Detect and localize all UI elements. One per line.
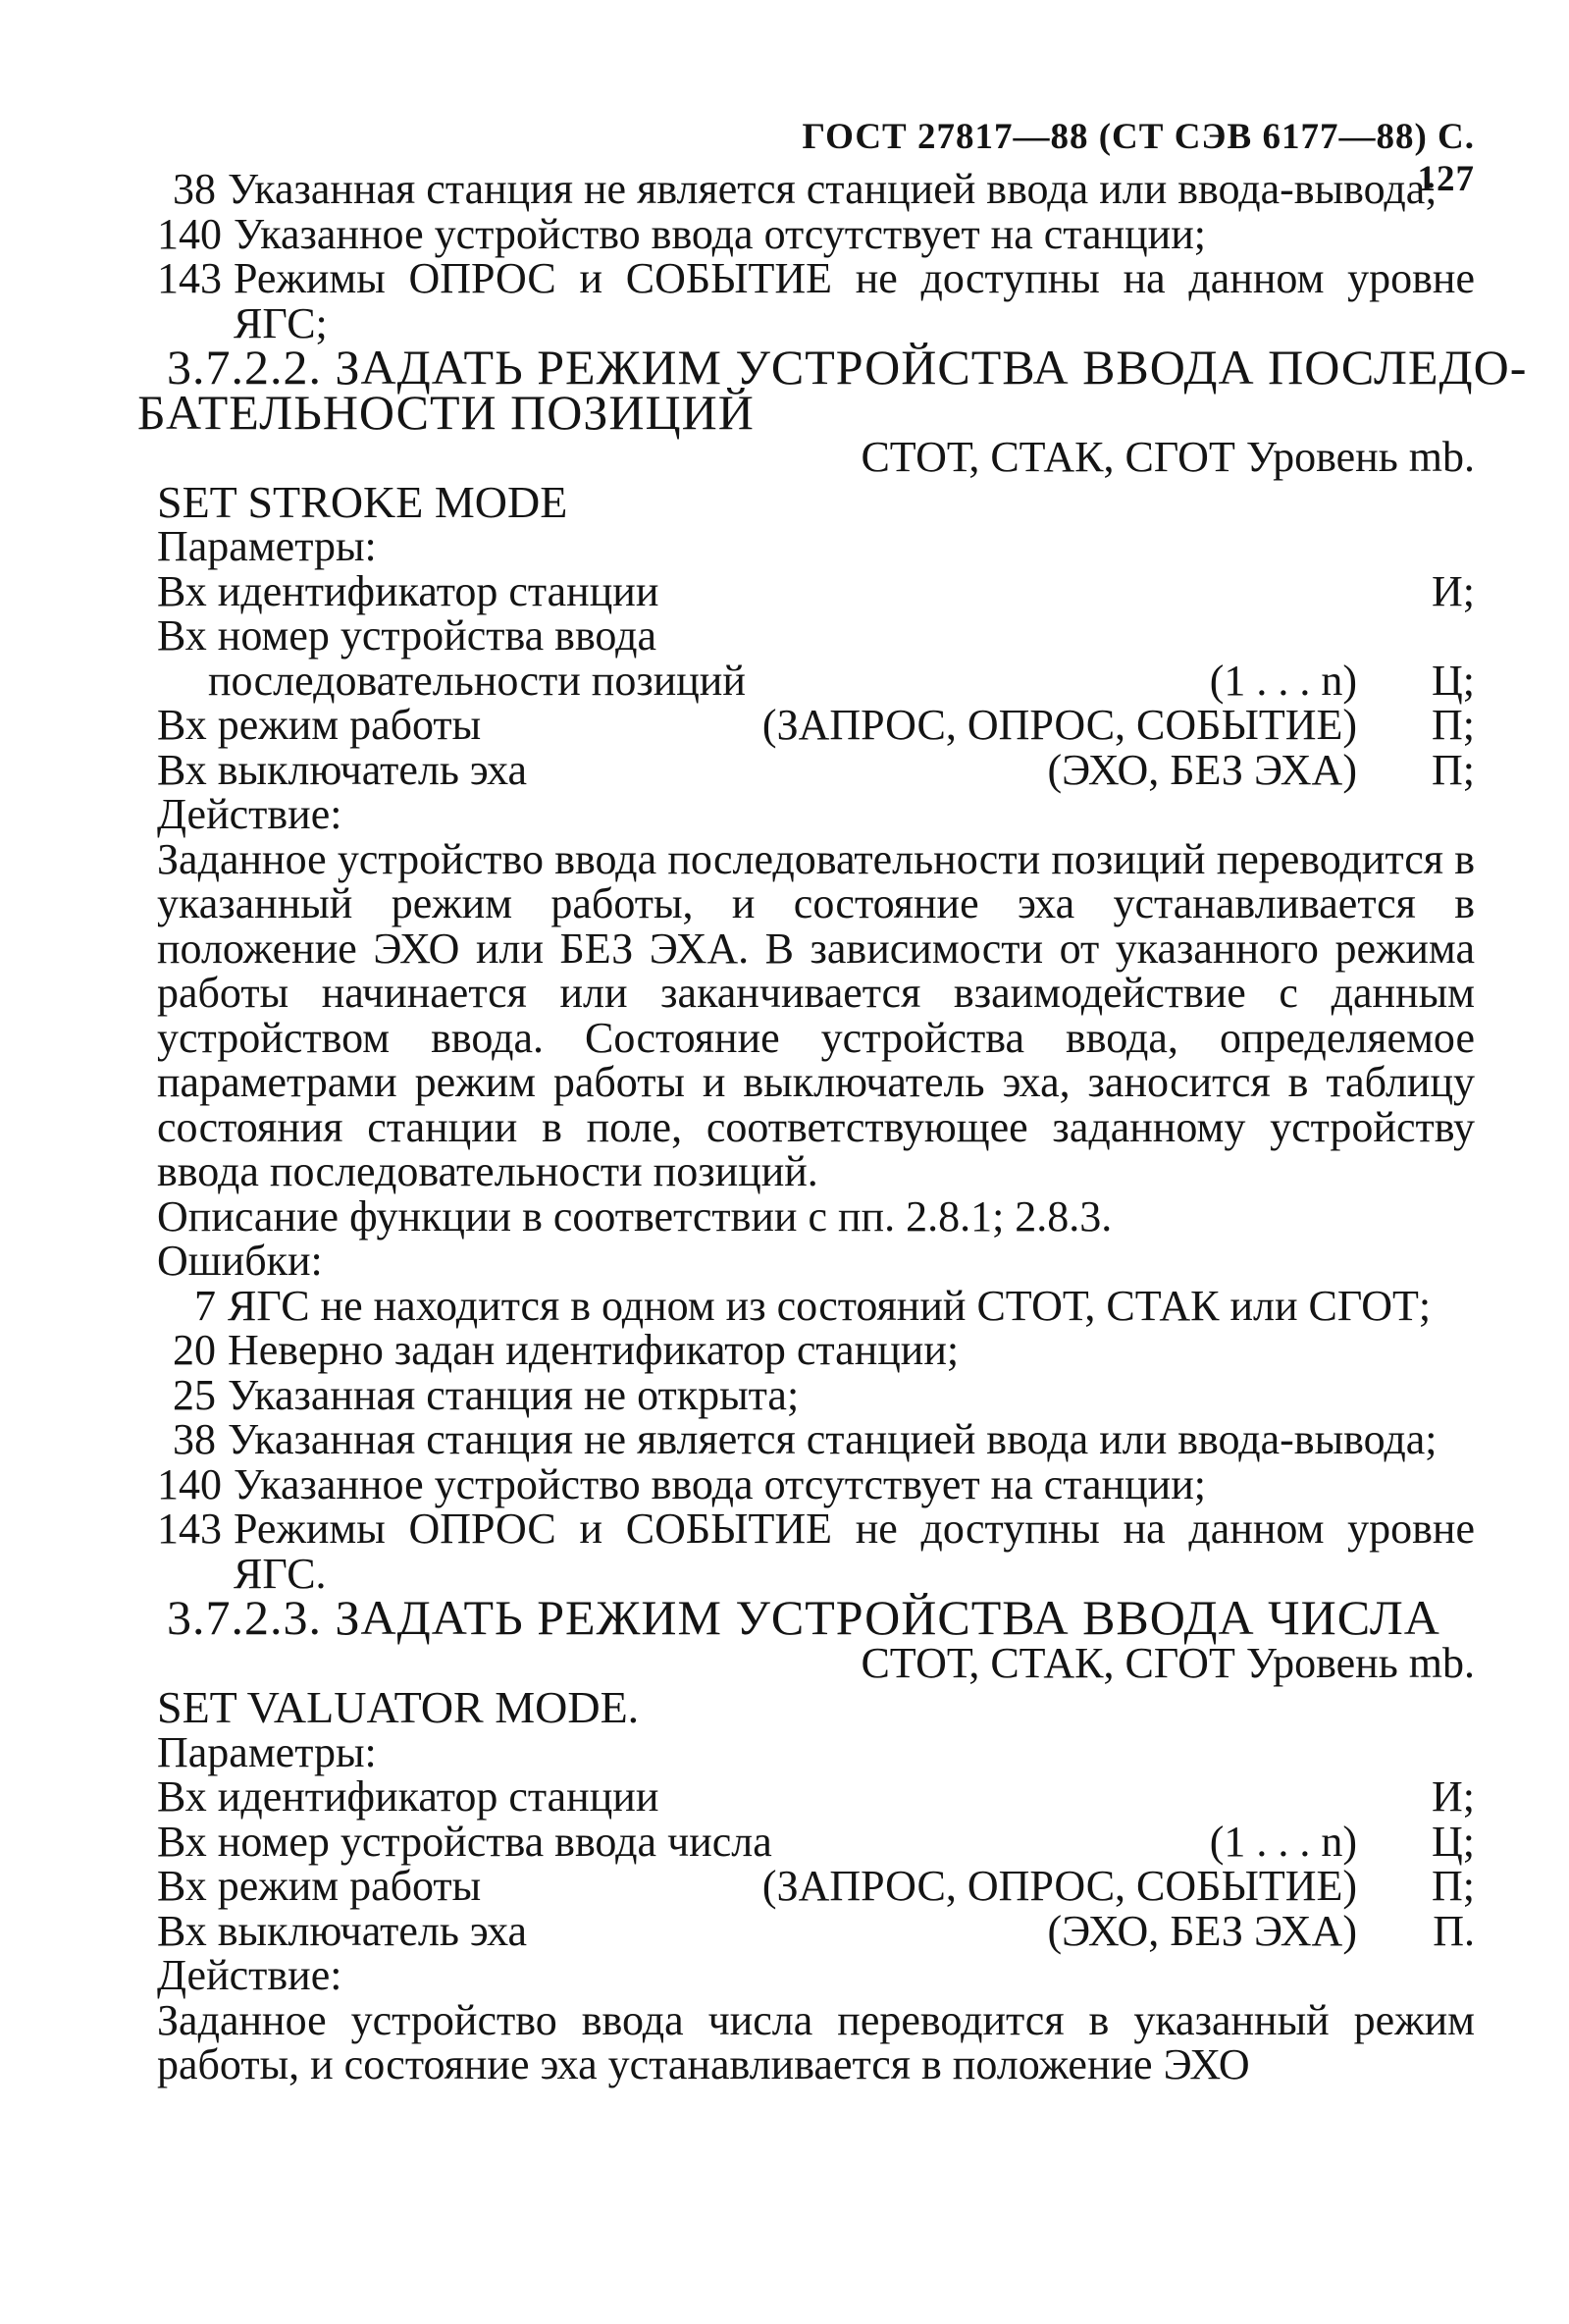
- param-values: (1 . . . n): [1209, 1817, 1357, 1866]
- levels-line: СТОТ, СТАК, СГОТ Уровень mb.: [861, 1638, 1475, 1687]
- error-item: [157, 1417, 1475, 1462]
- param-values: (ЗАПРОС, ОПРОС, СОБЫТИЕ): [761, 1862, 1357, 1910]
- param-row: [157, 1906, 1475, 1955]
- action-text: Заданное устройство ввода последовательности позиций переводится в указанный режим работы, и состояние эха устанавливается в положение ЭХО или БЕЗ ЭХА. В зависимости от указанного режима работы начинается или заканчивается взаимодействие с данным устройством ввода. Состояние устройства ввода, определяемое параметрами режим работы и выключатель эха, заносится в таблицу состояния станции в поле, соответствующее заданному устройству ввода последовательности позиций.: [157, 834, 1475, 1195]
- levels-line: СТОТ, СТАК, СГОТ Уровень mb.: [861, 433, 1475, 481]
- params-label: Параметры:: [157, 522, 377, 570]
- error-item: [157, 209, 1475, 258]
- param-type: П;: [1432, 1862, 1475, 1910]
- error-text: Указанная станция не является станцией ввода или ввода-вывода;: [228, 1415, 1438, 1463]
- param-row: [157, 1864, 1475, 1909]
- param-type: Ц;: [1432, 656, 1475, 705]
- error-code: 38: [173, 1415, 216, 1463]
- error-item: [157, 256, 1475, 345]
- error-code: 7: [194, 1281, 216, 1330]
- param-name: Вх режим работы: [157, 701, 482, 749]
- param-row: [157, 1774, 1475, 1820]
- param-values: (ЗАПРОС, ОПРОС, СОБЫТИЕ): [761, 701, 1357, 749]
- error-item: [157, 1459, 1475, 1508]
- error-list: [157, 1281, 1475, 1598]
- error-list-top: [157, 167, 1475, 345]
- error-text: Неверно задан идентификатор станции;: [228, 1326, 960, 1374]
- description-text: Описание функции в соответствии с пп. 2.8.1; 2.8.3.: [157, 1191, 1113, 1241]
- section-heading: 3.7.2.3. ЗАДАТЬ РЕЖИМ УСТРОЙСТВА ВВОДА ЧИСЛА: [167, 1590, 1440, 1645]
- error-item: [157, 1328, 1475, 1373]
- error-code: 143: [157, 254, 222, 302]
- section-3-7-2-3: [157, 1590, 1475, 2088]
- action-text: Заданное устройство ввода числа переводится в указанный режим работы, и состояние эха устанавливается в положение ЭХО: [157, 1995, 1475, 2088]
- error-text: Режимы ОПРОС и СОБЫТИЕ не доступны на данном уровне ЯГС;: [234, 254, 1475, 347]
- param-row: [157, 656, 1475, 705]
- param-name: Вх режим работы: [157, 1862, 482, 1910]
- section-heading-line1: 3.7.2.2. ЗАДАТЬ РЕЖИМ УСТРОЙСТВА ВВОДА ПОСЛЕДО-: [167, 340, 1528, 395]
- section-heading-line2: БАТЕЛЬНОСТИ ПОЗИЦИЙ: [137, 384, 755, 440]
- param-values: (ЭХО, БЕЗ ЭХА): [1047, 745, 1357, 794]
- param-row: [157, 745, 1475, 794]
- action-label: Действие:: [157, 1951, 342, 1999]
- error-item: [157, 1370, 1475, 1419]
- page-content: [137, 165, 1528, 2088]
- action-label: Действие:: [157, 790, 342, 838]
- param-row: [157, 1817, 1475, 1866]
- error-code: 20: [173, 1326, 216, 1374]
- error-code: 140: [157, 209, 222, 258]
- error-text: Указанное устройство ввода отсутствует на станции;: [234, 209, 1206, 258]
- section-3-7-2-2: [137, 340, 1528, 1598]
- param-name: Вх номер устройства ввода: [157, 611, 657, 660]
- error-item: [157, 167, 1475, 212]
- param-name: Вх выключатель эха: [157, 745, 528, 794]
- errors-label: Ошибки:: [157, 1237, 323, 1285]
- error-text: Указанное устройство ввода отсутствует на станции;: [234, 1459, 1206, 1508]
- param-values: (1 . . . n): [1209, 656, 1357, 705]
- param-row: [157, 566, 1475, 615]
- param-type: П;: [1432, 701, 1475, 749]
- param-name: Вх номер устройства ввода числа: [157, 1817, 772, 1866]
- params-label: Параметры:: [157, 1727, 377, 1776]
- error-item: [157, 1506, 1475, 1596]
- error-code: 25: [173, 1370, 216, 1419]
- error-text: Указанная станция не открыта;: [228, 1370, 800, 1419]
- param-type: Ц;: [1432, 1817, 1475, 1866]
- error-text: Указанная станция не является станцией ввода или ввода-вывода;: [228, 165, 1438, 213]
- param-name: последовательности позиций: [208, 656, 746, 705]
- param-row: [157, 613, 1475, 659]
- error-text: ЯГС не находится в одном из состояний СТОТ, СТАК или СГОТ;: [228, 1281, 1432, 1330]
- error-code: 140: [157, 1459, 222, 1508]
- param-name: Вх выключатель эха: [157, 1906, 528, 1955]
- param-name: Вх идентификатор станции: [157, 566, 659, 615]
- param-values: (ЭХО, БЕЗ ЭХА): [1047, 1906, 1357, 1955]
- error-code: 38: [173, 165, 216, 213]
- error-item: [157, 1281, 1475, 1330]
- param-type: П;: [1432, 745, 1475, 794]
- error-code: 143: [157, 1505, 222, 1553]
- english-name: SET STROKE MODE: [157, 476, 568, 527]
- param-type: И;: [1432, 1772, 1475, 1821]
- page-header: ГОСТ 27817—88 (СТ СЭВ 6177—88) С. 127: [802, 117, 1475, 199]
- param-type: И;: [1432, 566, 1475, 615]
- param-type: П.: [1433, 1906, 1475, 1955]
- error-text: Режимы ОПРОС и СОБЫТИЕ не доступны на данном уровне ЯГС.: [234, 1505, 1475, 1598]
- param-name: Вх идентификатор станции: [157, 1772, 659, 1821]
- english-name: SET VALUATOR MODE.: [157, 1682, 640, 1732]
- param-row: [157, 703, 1475, 748]
